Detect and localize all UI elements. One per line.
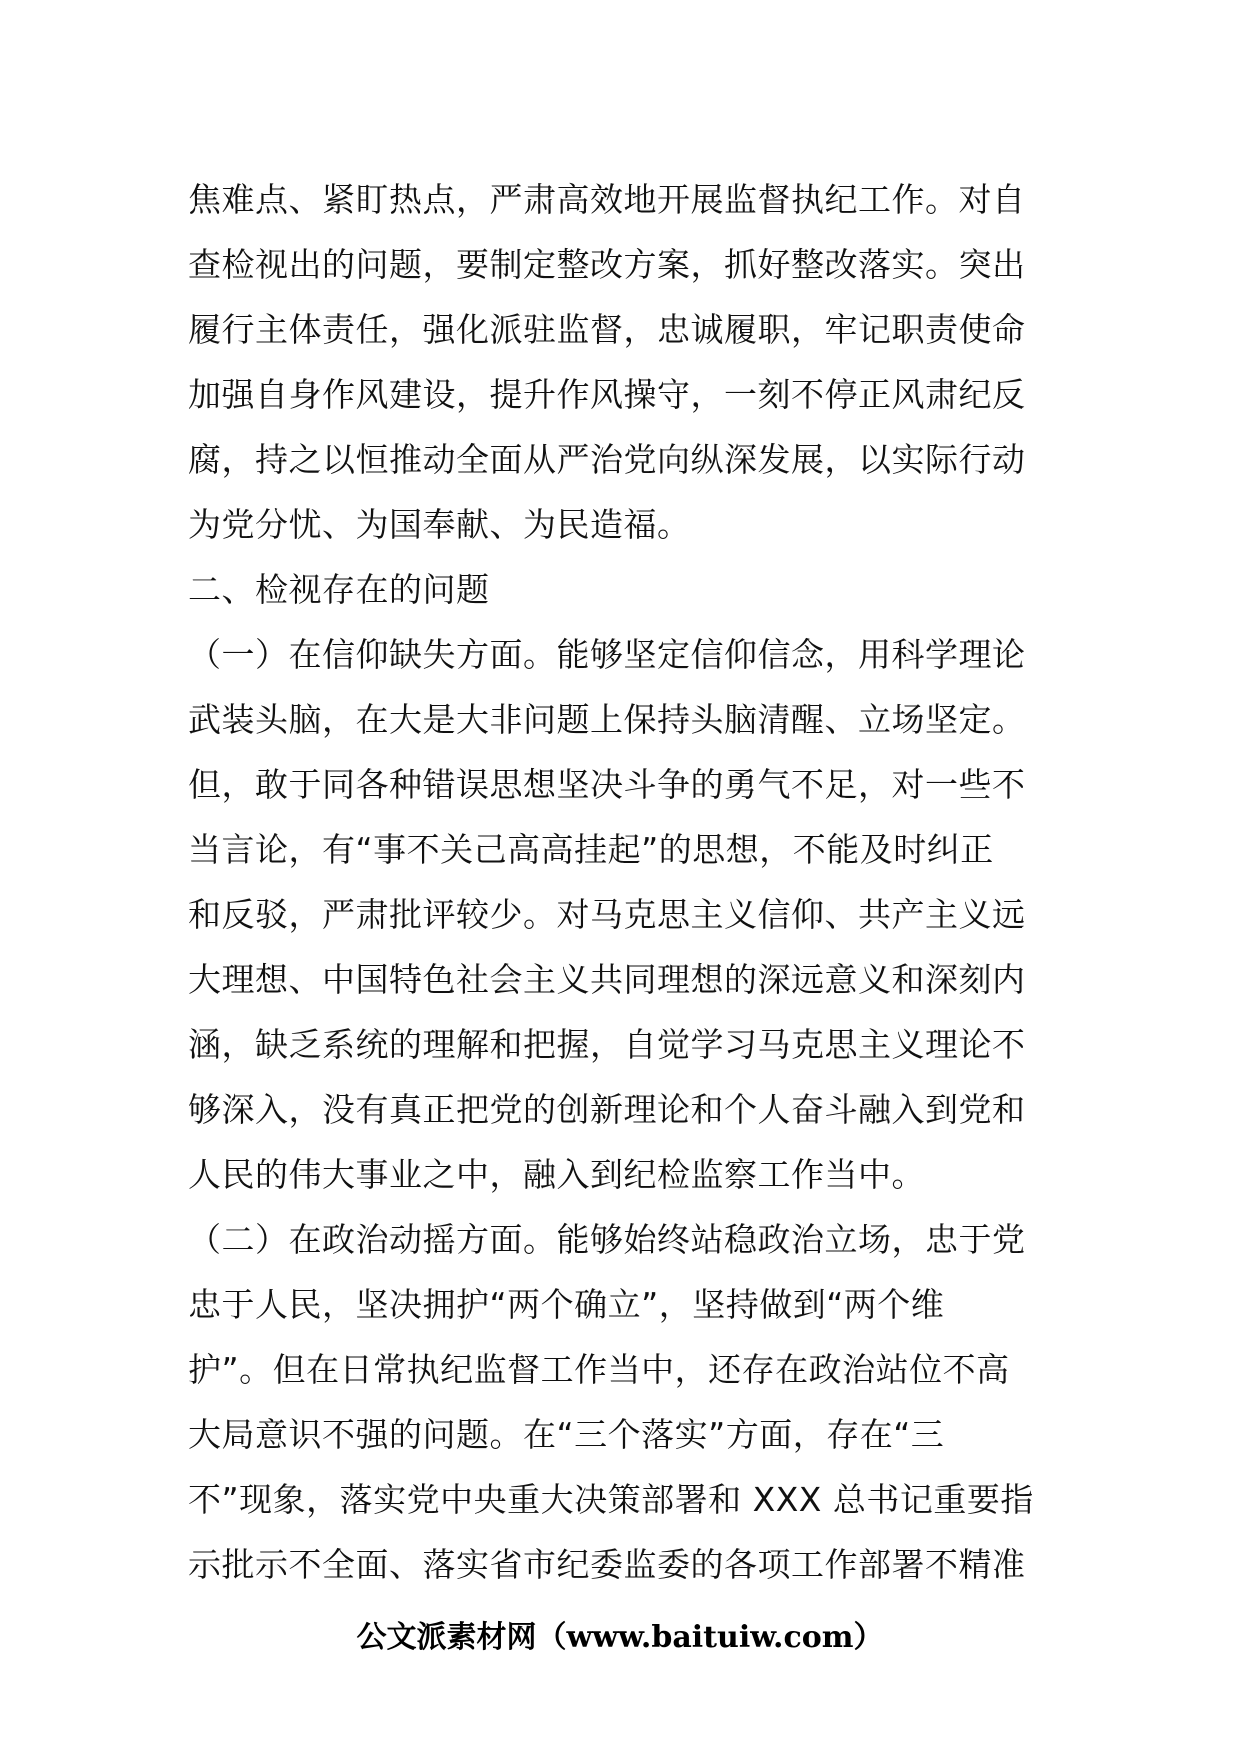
body-line: 和反驳，严肃批评较少。对马克思主义信仰、共产主义远 <box>188 895 1026 934</box>
body-line: （二）在政治动摇方面。能够始终站稳政治立场，忠于党 <box>188 1220 1026 1259</box>
body-line: 示批示不全面、落实省市纪委监委的各项工作部署不精准 <box>188 1545 1026 1584</box>
body-line: 为党分忧、为国奉献、为民造福。 <box>188 505 691 544</box>
footer-watermark: 公文派素材网（www.baituiw.com） <box>356 1620 884 1655</box>
body-line: 武装头脑，在大是大非问题上保持头脑清醒、立场坚定。 <box>188 700 1026 739</box>
body-line: （一）在信仰缺失方面。能够坚定信仰信念，用科学理论 <box>188 635 1026 674</box>
body-line: 忠于人民，坚决拥护“两个确立”，坚持做到“两个维 <box>188 1285 945 1324</box>
body-line: 但，敢于同各种错误思想坚决斗争的勇气不足，对一些不 <box>188 765 1026 804</box>
body-line: 够深入，没有真正把党的创新理论和个人奋斗融入到党和 <box>188 1090 1026 1129</box>
body-line: 腐，持之以恒推动全面从严治党向纵深发展，以实际行动 <box>188 440 1026 479</box>
body-line: 加强自身作风建设，提升作风操守，一刻不停正风肃纪反 <box>188 375 1026 414</box>
body-line: 人民的伟大事业之中，融入到纪检监察工作当中。 <box>188 1155 925 1194</box>
body-line: 履行主体责任，强化派驻监督，忠诚履职，牢记职责使命 <box>188 310 1026 349</box>
body-line: 大理想、中国特色社会主义共同理想的深远意义和深刻内 <box>188 960 1026 999</box>
body-line: 大局意识不强的问题。在“三个落实”方面，存在“三 <box>188 1415 945 1454</box>
body-line: 当言论，有“事不关己高高挂起”的思想，不能及时纠正 <box>188 830 994 869</box>
section-heading: 二、检视存在的问题 <box>188 570 490 609</box>
body-line: 焦难点、紧盯热点，严肃高效地开展监督执纪工作。对自 <box>188 180 1026 219</box>
body-line: 护”。但在日常执纪监督工作当中，还存在政治站位不高 <box>188 1350 1010 1389</box>
document-body <box>188 167 1058 1597</box>
body-line: 查检视出的问题，要制定整改方案，抓好整改落实。突出 <box>188 245 1026 284</box>
body-line: 不”现象，落实党中央重大决策部署和 XXX 总书记重要指 <box>188 1480 1034 1519</box>
body-line: 涵，缺乏系统的理解和把握，自觉学习马克思主义理论不 <box>188 1025 1026 1064</box>
